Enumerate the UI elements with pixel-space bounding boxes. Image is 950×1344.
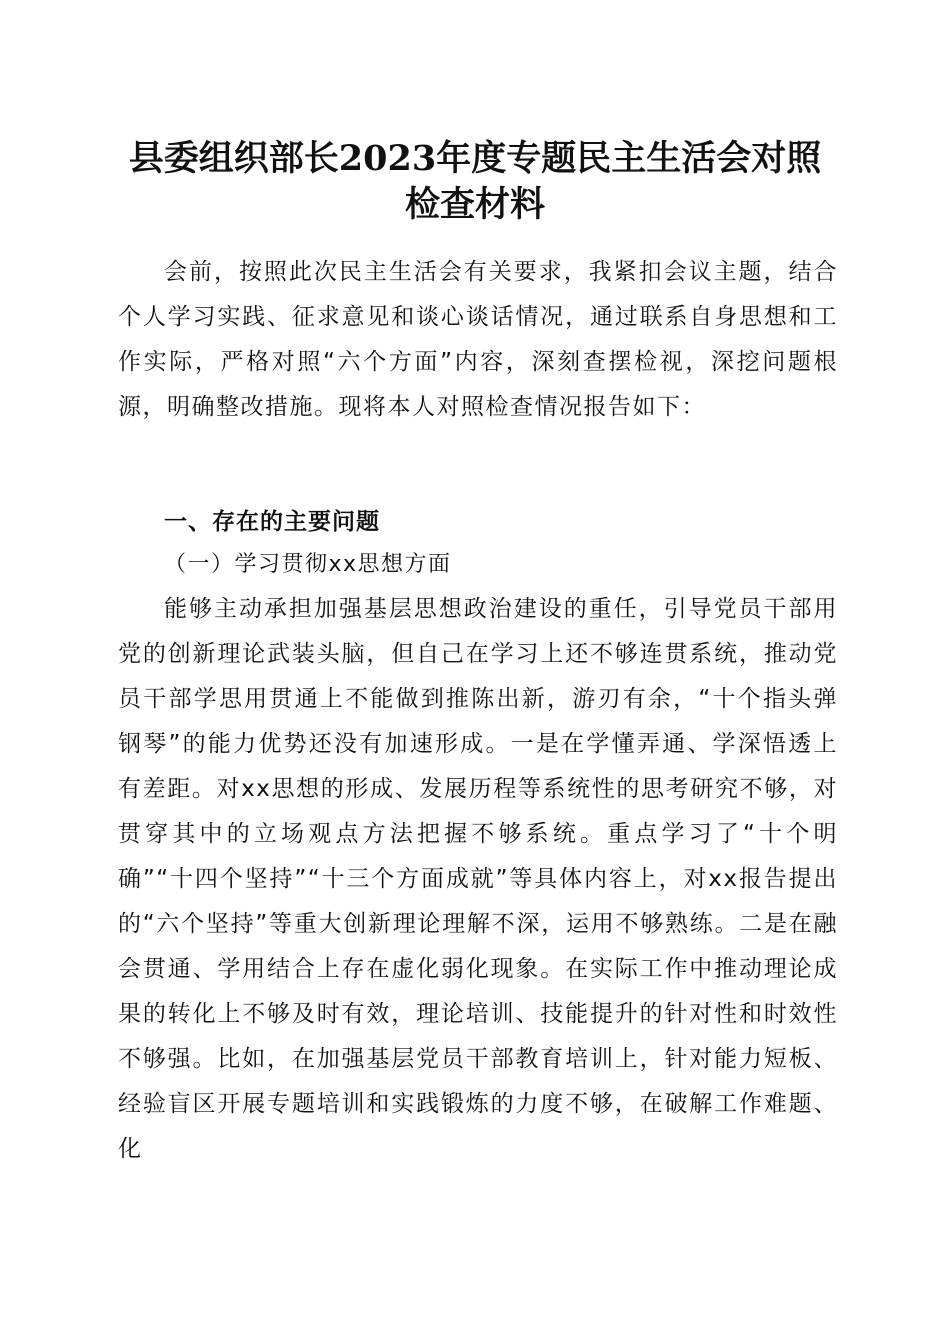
document-title-line-2: 检查材料 (404, 184, 545, 225)
document-title-line-1: 县委组织部长2023年度专题民主生活会对照 (128, 138, 822, 179)
section-heading: 一、存在的主要问题 (164, 509, 380, 535)
body-paragraph: 能够主动承担加强基层思想政治建设的重任，引导党员干部用党的创新理论武装头脑，但自己在学习上还不够连贯系统，推动党员干部学思用贯通上不能做到推陈出新，游刃有余，“十个指头弹钢琴”的能力优势还没有加速形成。一是在学懂弄通、学深悟透上有差距。对xx思想的形成、发展历程等系统性的思考研究不够，对贯穿其中的立场观点方法把握不够系统。重点学习了“十个明确”“十四个坚持”“十三个方面成就”等具体内容上，对xx报告提出的“六个坚持”等重大创新理论理解不深，运用不够熟练。二是在融会贯通、学用结合上存在虚化弱化现象。在实际工作中推动理论成果的转化上不够及时有效，理论培训、技能提升的针对性和时效性不够强。比如，在加强基层党员干部教育培训上，针对能力短板、经验盲区开展专题培训和实践锻炼的力度不够，在破解工作难题、化 (118, 596, 838, 1162)
intro-paragraph: 会前，按照此次民主生活会有关要求，我紧扣会议主题，结合个人学习实践、征求意见和谈心谈话情况，通过联系自身思想和工作实际，严格对照“六个方面”内容，深刻查摆检视，深挖问题根源，明确整改措施。现将本人对照检查情况报告如下： (118, 259, 838, 420)
subsection-heading: （一）学习贯彻xx思想方面 (164, 552, 452, 577)
